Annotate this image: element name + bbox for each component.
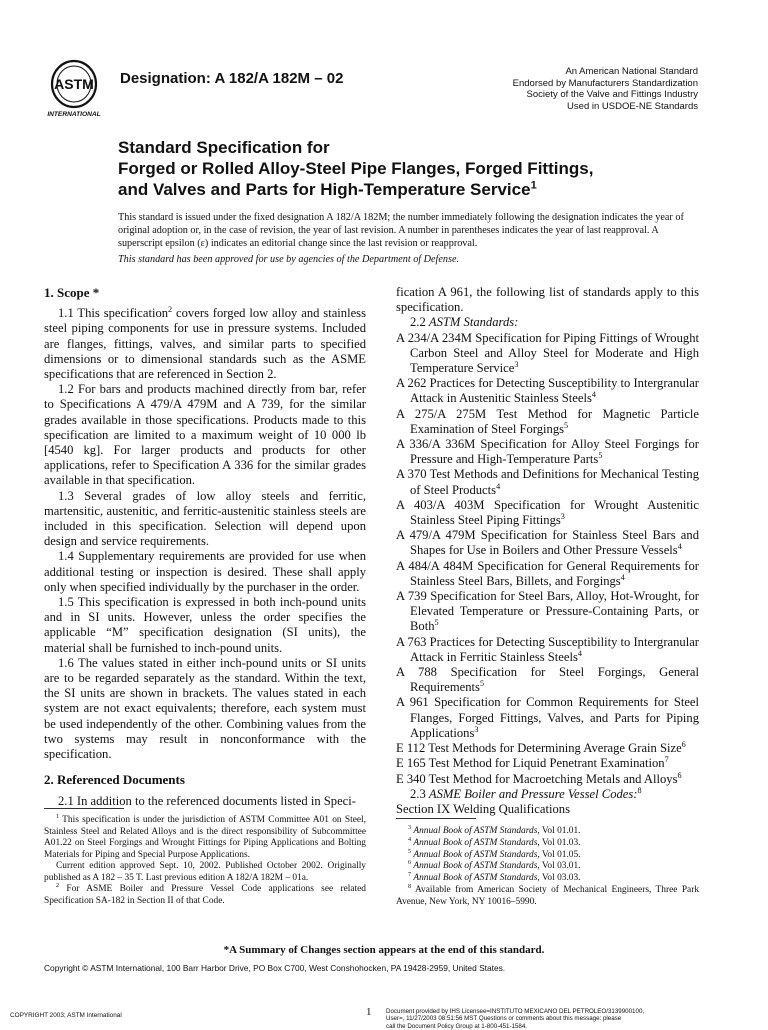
issued-note: This standard is issued under the fixed designation A 182/A 182M; the number immediately following the designation indicates the year of original adoption or, in the case of revision, the year of last revision. A number in parentheses indicates the year of last reapproval. A superscript epsilon (ε) indicates an editorial change since the last revision or reapproval.: [118, 212, 684, 249]
astm-logo: [38, 58, 110, 118]
reference-text: A 788 Specification for Steel Forgings, General Requirements: [396, 665, 699, 695]
footnote-7: [396, 873, 699, 885]
scope-1-1-b: covers forged low alloy and stainless steel piping components for use in pressure systems. Included are flanges, fittings, valves, and similar parts to specified dimensions or to dimensional standards such as the ASME specifications that are referenced in Section 2.: [44, 306, 366, 382]
reference-text: A 336/A 336M Specification for Alloy Steel Forgings for Pressure and High-Temperature Parts: [396, 437, 699, 467]
footnote-ref: 5: [598, 451, 603, 461]
footnote-text: , Vol 01.03.: [537, 837, 581, 848]
reference-list: [396, 331, 699, 787]
footnote-source: Annual Book of ASTM Standards: [413, 861, 538, 872]
reference-text: A 370 Test Methods and Definitions for Mechanical Testing of Steel Products: [396, 467, 699, 497]
reference-text: A 484/A 484M Specification for General Requirements for Stainless Steel Bars, Billets, and Forgings: [396, 558, 699, 588]
header-note: Endorsed by Manufacturers Standardization: [512, 77, 698, 89]
logo-subtext: INTERNATIONAL: [47, 111, 101, 118]
footnote-ref: 3: [474, 724, 479, 734]
footnote-1-text: This specification is under the jurisdiction of ASTM Committee A01 on Steel, Stainless Steel and Related Alloys and is the direct responsibility of Subcommittee A01.22 on Steel Forgings and Wrought Fittings for Piping Applications and Bolting Materials for Piping and Special Purpose Applications.: [44, 815, 366, 860]
footnote-mark: 1: [56, 813, 60, 820]
footnote-ref: 5: [479, 679, 485, 689]
footnote-2-text: For ASME Boiler and Pressure Vessel Code applications see related Specification SA-182 in Section II of that Code.: [44, 884, 366, 906]
reference-item: [396, 589, 699, 635]
footnote-source: Annual Book of ASTM Standards: [413, 849, 538, 860]
footnote-6: [396, 861, 699, 873]
right-column: [396, 285, 699, 817]
page-number: 1: [366, 1006, 372, 1018]
reference-item: [396, 331, 699, 377]
scope-heading: 1. Scope *: [44, 285, 100, 300]
header-note: Society of the Valve and Fittings Industry: [526, 89, 698, 100]
title-line-2: Forged or Rolled Alloy-Steel Pipe Flanges, Forged Fittings,: [118, 159, 594, 178]
reference-item: [396, 498, 699, 528]
footnote-ref: 4: [591, 390, 596, 400]
footnote-ref: 2: [168, 305, 173, 315]
header-notes: [513, 66, 698, 112]
title-line-3-text: and Valves and Parts for High-Temperature Service: [118, 180, 531, 199]
footnote-ref: 3: [514, 359, 519, 369]
footnote-source: Annual Book of ASTM Standards: [413, 837, 538, 848]
footnotes-right: [396, 826, 699, 909]
header-note: Used in USDOE-NE Standards: [567, 100, 698, 112]
scope-1-4: 1.4 Supplementary requirements are provided for use when additional testing or inspection is desired. These shall apply only when specified individually by the purchaser in the order.: [44, 549, 366, 594]
refdocs-2-1: 2.1 In addition to the referenced documents listed in Speci-: [58, 793, 356, 808]
logo-text: ASTM: [54, 76, 94, 92]
reference-text: A 739 Specification for Steel Bars, Alloy, Hot-Wrought, for Elevated Temperature or Pressure-Containing Parts, or Both: [396, 589, 699, 634]
footnote-1-edition: Current edition approved Sept. 10, 2002. Published October 2002. Originally published as A 182 – 35 T. Last previous edition A 182/A 182M – 01a.: [44, 861, 366, 883]
footnote-mark: 6: [408, 860, 412, 867]
footnote-mark: 5: [408, 848, 412, 855]
footnote-text: , Vol 01.01.: [537, 826, 581, 836]
reference-item: [396, 756, 699, 771]
refdocs-2-1-cont: fication A 961, the following list of standards apply to this specification.: [396, 285, 699, 315]
refdocs-2-3-num: 2.3: [410, 786, 429, 801]
footnote-text: , Vol 01.05.: [537, 849, 581, 860]
footnote-ref: 3: [560, 511, 565, 521]
footnote-text: , Vol 03.01.: [537, 861, 581, 872]
refdocs-2-2-title: ASTM Standards:: [428, 315, 519, 330]
section-ix: Section IX Welding Qualifications: [396, 801, 570, 816]
reference-item: [396, 772, 699, 787]
license-line: User=, 11/27/2003 08:51:56 MST Questions or comments about this message: please: [386, 1015, 622, 1023]
title-line-3: [118, 179, 718, 200]
footnote-ref: 4: [577, 648, 582, 658]
footnote-4: [396, 838, 699, 850]
footnote-ref: 4: [677, 542, 682, 552]
title-footnote-ref: 1: [530, 179, 537, 192]
reference-item: [396, 407, 699, 437]
footnote-ref: 6: [681, 739, 686, 749]
copyright-footer: COPYRIGHT 2003; ASTM International: [10, 1012, 122, 1019]
footnote-ref: 7: [664, 755, 669, 765]
footnote-3: [396, 826, 699, 838]
scope-1-6: 1.6 The values stated in either inch-pound units or SI units are to be regarded separately as the standard. Within the text, the SI units are shown in brackets. The values stated in each system are not exact equivalents; therefore, each system must be used independently of the other. Combining values from the two systems may result in nonconformance with the specification.: [44, 655, 366, 762]
footnote-ref: 5: [434, 618, 439, 628]
footnote-ref: 4: [496, 481, 501, 491]
reference-item: [396, 528, 699, 558]
footnote-text: Available from American Society of Mechanical Engineers, Three Park Avenue, New York, NY 10016–5990.: [396, 884, 700, 907]
footnote-mark: 7: [408, 872, 412, 879]
reference-text: A 234/A 234M Specification for Piping Fittings of Wrought Carbon Steel and Alloy Steel for Moderate and High Temperature Service: [396, 330, 699, 376]
footnote-source: Annual Book of ASTM Standards: [413, 873, 538, 884]
approved-note: This standard has been approved for use by agencies of the Department of Defense.: [118, 254, 460, 265]
reference-item: [396, 559, 699, 589]
footnote-mark: 8: [408, 883, 412, 890]
footnotes-left: [44, 815, 366, 907]
reference-text: A 275/A 275M Test Method for Magnetic Particle Examination of Steel Forgings: [396, 406, 699, 436]
refdocs-2-2: [396, 315, 699, 330]
reference-item: [396, 467, 699, 497]
footnote-2: [44, 884, 366, 907]
designation: Designation: A 182/A 182M – 02: [120, 70, 344, 87]
footnote-ref: 4: [620, 572, 625, 582]
scope-1-2: 1.2 For bars and products machined directly from bar, refer to Specifications A 479/A 479M and A 739, for the similar grades available in those specifications. Products made to this specification are limited to a maximum weight of 10 000 lb [4540 kg]. For larger products and products for other applications, refer to Specification A 336 for the similar grades available in that specification.: [44, 382, 366, 488]
scope-1-3: 1.3 Several grades of low alloy steels and ferritic, martensitic, austenitic, and ferritic-austenitic stainless steels are included in this specification. Selection will depend upon design and service requirements.: [44, 488, 366, 549]
footnote-8: [396, 885, 699, 909]
license-line: Document provided by IHS Licensee=INSTITUTO MEXICANO DEL PETROLEO/3139900100,: [386, 1008, 645, 1015]
refdocs-2-3: [396, 787, 699, 802]
reference-item: [396, 695, 699, 741]
reference-item: [396, 376, 699, 406]
copyright-line: Copyright © ASTM International, 100 Barr Harbor Drive, PO Box C700, West Conshohocken, PA 19428-2959, United States.: [44, 963, 506, 973]
reference-text: A 961 Specification for Common Requirements for Steel Flanges, Forged Fittings, Valves, and Parts for Piping Applications: [396, 695, 699, 740]
footnote-ref: 6: [677, 770, 682, 780]
license-line: call the Document Policy Group at 1-800-451-1584.: [386, 1022, 528, 1030]
reference-text: A 403/A 403M Specification for Wrought Austenitic Stainless Steel Piping Fittings: [396, 497, 699, 528]
left-column: [44, 285, 366, 809]
reference-text: E 112 Test Methods for Determining Average Grain Size: [396, 741, 682, 756]
refdocs-2-2-num: 2.2: [410, 315, 429, 330]
reference-text: E 340 Test Method for Macroetching Metals and Alloys: [396, 771, 678, 786]
reference-text: A 479/A 479M Specification for Stainless Steel Bars and Shapes for Use in Boilers and Other Pressure Vessels: [396, 528, 699, 558]
reference-item: [396, 437, 699, 467]
license-footer: [386, 1008, 666, 1030]
footnote-1: [44, 815, 366, 861]
reference-item: [396, 665, 699, 695]
footnote-5: [396, 850, 699, 862]
header-note: An American National Standard: [565, 66, 698, 77]
footnote-rule: [44, 808, 124, 809]
scope-1-1: [44, 306, 366, 382]
footnote-mark: 2: [56, 882, 60, 889]
refdocs-2-3-title: ASME Boiler and Pressure Vessel Codes:: [428, 786, 638, 801]
title-line-1: Standard Specification for: [118, 138, 330, 157]
reference-text: A 763 Practices for Detecting Susceptibility to Intergranular Attack in Ferritic Stainless Steels: [396, 634, 699, 664]
footnote-rule: [396, 818, 476, 819]
footnote-source: Annual Book of ASTM Standards: [413, 826, 538, 836]
reference-text: E 165 Test Method for Liquid Penetrant Examination: [396, 756, 665, 771]
scope-1-5: 1.5 This specification is expressed in both inch-pound units and in SI units. However, unless the order specifies the applicable “M” specification designation (SI units), the material shall be furnished to inch-pound units.: [44, 595, 366, 655]
reference-item: [396, 741, 699, 756]
footnote-ref: 8: [637, 785, 642, 795]
footnote-mark: 3: [408, 824, 412, 831]
reference-text: A 262 Practices for Detecting Susceptibility to Intergranular Attack in Austenitic Stainless Steels: [396, 376, 699, 406]
footnote-text: , Vol 03.03.: [537, 873, 581, 884]
summary-note: *A Summary of Changes section appears at the end of this standard.: [223, 944, 545, 956]
footnote-mark: 4: [408, 836, 412, 843]
document-title: [118, 137, 718, 200]
scope-1-1-a: 1.1 This specification: [58, 306, 169, 321]
reference-item: [396, 635, 699, 665]
footnote-ref: 5: [564, 420, 569, 430]
refdocs-heading: 2. Referenced Documents: [44, 772, 185, 788]
